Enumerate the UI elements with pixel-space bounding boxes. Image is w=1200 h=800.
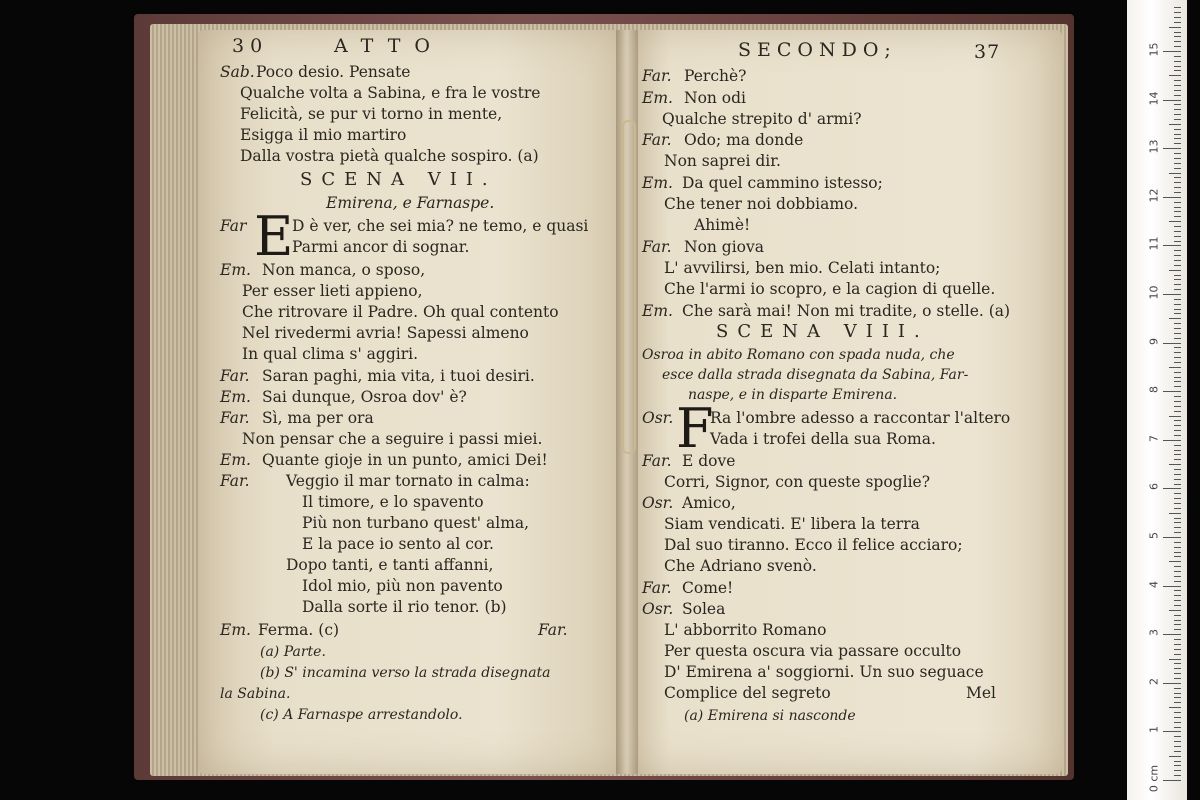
verse-line: In qual clima s' aggiri.	[242, 345, 419, 363]
ruler-tick	[1174, 7, 1181, 8]
catchword: Mel	[966, 684, 997, 702]
ruler-tick	[1174, 411, 1181, 412]
ruler-label: 2	[1147, 677, 1161, 685]
aria-line: Più non turbano quest' alma,	[302, 514, 530, 532]
ruler-tick	[1174, 503, 1181, 504]
ruler-tick	[1174, 352, 1181, 353]
ruler-tick	[1174, 770, 1181, 771]
verse-line: Come!	[682, 579, 734, 597]
drop-cap: E	[254, 205, 294, 268]
ruler-tick	[1174, 372, 1181, 373]
ruler-label: 11	[1147, 236, 1161, 251]
ruler-tick	[1174, 85, 1181, 86]
ruler-tick	[1174, 168, 1181, 169]
ruler-tick	[1169, 318, 1181, 319]
ruler-tick	[1174, 590, 1181, 591]
ruler-tick	[1174, 158, 1181, 159]
ruler-tick	[1174, 425, 1181, 426]
ruler-tick	[1169, 416, 1181, 417]
ruler-tick	[1174, 624, 1181, 625]
ruler-tick	[1174, 114, 1181, 115]
ruler-tick	[1163, 391, 1181, 392]
ruler-tick	[1174, 70, 1181, 71]
ruler-tick	[1174, 663, 1181, 664]
aria-line: E la pace io sento al cor.	[302, 535, 494, 553]
ruler-tick	[1174, 313, 1181, 314]
ruler-tick	[1174, 552, 1181, 553]
verse-line: D è ver, che sei mia? ne temo, e quasi	[292, 217, 589, 235]
ruler-tick	[1174, 338, 1181, 339]
ruler-tick	[1174, 639, 1181, 640]
right-page-number: 37	[974, 41, 1001, 63]
ruler-tick	[1174, 260, 1181, 261]
ruler-label: 15	[1147, 42, 1161, 57]
ruler-tick	[1174, 95, 1181, 96]
ruler-tick	[1174, 109, 1181, 110]
ruler-tick	[1174, 143, 1181, 144]
ruler-tick	[1174, 211, 1181, 212]
ruler-tick	[1174, 693, 1181, 694]
verse-line: Solea	[682, 600, 726, 618]
speaker-tag: Far.	[642, 579, 672, 597]
ruler-tick	[1163, 51, 1181, 52]
ruler-tick	[1174, 182, 1181, 183]
ruler-tick	[1174, 323, 1181, 324]
verse-line: Quante gioje in un punto, amici Dei!	[262, 451, 548, 469]
ruler-tick	[1174, 17, 1181, 18]
ruler-tick	[1169, 124, 1181, 125]
ruler-tick	[1174, 265, 1181, 266]
ruler-tick	[1174, 406, 1181, 407]
ruler-label: 0 cm	[1147, 764, 1161, 793]
scale-ruler	[1127, 0, 1187, 800]
ruler-tick	[1174, 751, 1181, 752]
ruler-tick	[1169, 464, 1181, 465]
ruler-tick	[1174, 479, 1181, 480]
ruler-tick	[1163, 343, 1181, 344]
ruler-tick	[1174, 527, 1181, 528]
speaker-tag: Em.	[642, 89, 673, 107]
ruler-tick	[1174, 668, 1181, 669]
ruler-tick	[1174, 649, 1181, 650]
ruler-tick	[1169, 756, 1181, 757]
verse-line: E dove	[682, 452, 736, 470]
ruler-tick	[1174, 357, 1181, 358]
ruler-tick	[1174, 469, 1181, 470]
ruler-label: 9	[1147, 337, 1161, 345]
ruler-label: 14	[1147, 91, 1161, 106]
ruler-tick	[1174, 697, 1181, 698]
ruler-tick	[1174, 620, 1181, 621]
left-running-head: ATTO	[334, 35, 444, 57]
speaker-tag: Far.	[220, 367, 250, 385]
verse-line: Ferma. (c)	[258, 621, 340, 639]
ruler-tick	[1174, 56, 1181, 57]
stage-direction: naspe, e in disparte Emirena.	[688, 387, 898, 403]
ruler-tick	[1174, 396, 1181, 397]
ruler-tick	[1174, 241, 1181, 242]
ruler-tick	[1169, 75, 1181, 76]
ruler-tick	[1174, 547, 1181, 548]
ruler-tick	[1169, 610, 1181, 611]
ruler-tick	[1163, 780, 1181, 781]
ruler-tick	[1163, 586, 1181, 587]
ruler-tick	[1174, 41, 1181, 42]
verse-line: Felicità, se pur vi torno in mente,	[240, 105, 503, 123]
ruler-tick	[1174, 333, 1181, 334]
verse-line: Non pensar che a seguire i passi miei.	[242, 430, 543, 448]
footnote: la Sabina.	[220, 686, 291, 702]
right-page	[626, 30, 1062, 774]
verse-line: Qualche volta a Sabina, e fra le vostre	[240, 84, 541, 102]
ruler-tick	[1174, 498, 1181, 499]
ruler-tick	[1163, 488, 1181, 489]
ruler-tick	[1174, 255, 1181, 256]
speaker-tag: Far.	[642, 452, 672, 470]
speaker-tag: Em.	[642, 174, 673, 192]
aria-line: Dalla sorte il rio tenor. (b)	[302, 598, 507, 616]
verse-line: Dal suo tiranno. Ecco il felice acciaro;	[664, 536, 963, 554]
verse-line: Odo; ma donde	[684, 131, 804, 149]
footnote: (a) Parte.	[260, 644, 326, 660]
ruler-tick	[1174, 401, 1181, 402]
speaker-tag: Em.	[642, 302, 673, 320]
scene-heading: SCENA VIII.	[716, 321, 929, 342]
left-page	[198, 30, 626, 774]
ruler-tick	[1174, 775, 1181, 776]
ruler-tick	[1174, 736, 1181, 737]
ruler-tick	[1174, 741, 1181, 742]
aria-line: Idol mio, più non pavento	[302, 577, 503, 595]
ruler-tick	[1174, 304, 1181, 305]
ruler-tick	[1174, 717, 1181, 718]
ruler-tick	[1163, 537, 1181, 538]
ruler-tick	[1174, 688, 1181, 689]
ruler-tick	[1169, 27, 1181, 28]
ruler-label: 5	[1147, 532, 1161, 539]
speaker-tag: Osr.	[642, 494, 674, 512]
ruler-tick	[1174, 445, 1181, 446]
verse-line: Non odi	[684, 89, 747, 107]
verse-line: D' Emirena a' soggiorni. Un suo seguace	[664, 663, 984, 681]
ruler-label: 3	[1147, 629, 1161, 637]
verse-line: Che ritrovare il Padre. Oh qual contento	[242, 303, 559, 321]
verse-line: Non saprei dir.	[664, 152, 781, 170]
ruler-tick	[1174, 202, 1181, 203]
speaker-tag: Far.	[642, 238, 672, 256]
verse-line: Non manca, o sposo,	[262, 261, 426, 279]
ruler-tick	[1174, 722, 1181, 723]
verse-line: Perchè?	[684, 67, 747, 85]
verse-line: Che Adriano svenò.	[664, 557, 817, 575]
ruler-tick	[1169, 367, 1181, 368]
verse-line: Esigga il mio martiro	[240, 126, 407, 144]
ruler-tick	[1163, 731, 1181, 732]
ruler-tick	[1163, 100, 1181, 101]
ruler-tick	[1169, 173, 1181, 174]
ruler-tick	[1174, 532, 1181, 533]
ruler-tick	[1174, 571, 1181, 572]
ruler-tick	[1174, 522, 1181, 523]
ruler-label: 6	[1147, 483, 1161, 491]
verse-line: Non giova	[684, 238, 765, 256]
verse-line: Siam vendicati. E' libera la terra	[664, 515, 920, 533]
ruler-tick	[1174, 231, 1181, 232]
footnote: (c) A Farnaspe arrestandolo.	[260, 707, 463, 723]
verse-line: Complice del segreto	[664, 684, 831, 702]
ruler-label: 13	[1147, 139, 1161, 154]
ruler-tick	[1174, 493, 1181, 494]
ruler-tick	[1174, 595, 1181, 596]
ruler-label: 8	[1147, 386, 1161, 394]
ruler-tick	[1174, 216, 1181, 217]
stage-direction: Osroa in abito Romano con spada nuda, che	[642, 347, 955, 363]
ruler-tick	[1174, 207, 1181, 208]
scene-heading: SCENA VII.	[300, 169, 497, 190]
footnote: (b) S' incamina verso la strada disegnata	[260, 665, 551, 681]
verse-line: Da quel cammino istesso;	[682, 174, 883, 192]
ruler-tick	[1174, 32, 1181, 33]
ruler-tick	[1174, 377, 1181, 378]
verse-line: Che l'armi io scopro, e la cagion di quelle.	[664, 280, 996, 298]
ruler-tick	[1174, 508, 1181, 509]
left-page-number: 30	[232, 35, 269, 57]
ruler-label: 7	[1147, 434, 1161, 442]
ruler-tick	[1174, 566, 1181, 567]
ruler-tick	[1174, 556, 1181, 557]
ruler-tick	[1174, 644, 1181, 645]
ruler-tick	[1174, 386, 1181, 387]
ruler-tick	[1163, 294, 1181, 295]
ruler-tick	[1174, 328, 1181, 329]
speaker-tag: Far.	[642, 131, 672, 149]
ruler-tick	[1174, 459, 1181, 460]
ruler-tick	[1174, 163, 1181, 164]
ruler-tick	[1174, 275, 1181, 276]
ruler-tick	[1169, 707, 1181, 708]
speaker-tag: Em.	[220, 261, 251, 279]
catchword: Far.	[538, 621, 568, 639]
ruler-tick	[1174, 673, 1181, 674]
verse-line: Amico,	[682, 494, 736, 512]
ruler-tick	[1174, 279, 1181, 280]
footnote: (a) Emirena si nasconde	[684, 708, 856, 724]
ruler-tick	[1174, 712, 1181, 713]
aria-line: Dopo tanti, e tanti affanni,	[286, 556, 494, 574]
ruler-tick	[1174, 129, 1181, 130]
ruler-label: 12	[1147, 188, 1161, 203]
right-running-head: SECONDO;	[738, 39, 897, 61]
speaker-tag: Far.	[220, 472, 250, 490]
scene-persons: Emirena, e Farnaspe.	[326, 194, 495, 212]
verse-line: Sai dunque, Osroa dov' è?	[262, 388, 467, 406]
verse-line: L' abborrito Romano	[664, 621, 827, 639]
ruler-tick	[1174, 615, 1181, 616]
verse-line: Ra l'ombre adesso a raccontar l'altero	[710, 409, 1011, 427]
ruler-tick	[1174, 362, 1181, 363]
speaker-tag: Em.	[220, 388, 251, 406]
verse-line: Per esser lieti appieno,	[242, 282, 423, 300]
ruler-tick	[1174, 284, 1181, 285]
ruler-tick	[1174, 761, 1181, 762]
ruler-tick	[1174, 518, 1181, 519]
verse-line: Ahimè!	[694, 216, 751, 234]
verse-line: Per questa oscura via passare occulto	[664, 642, 962, 660]
ruler-tick	[1174, 46, 1181, 47]
ruler-tick	[1169, 659, 1181, 660]
ruler-tick	[1174, 454, 1181, 455]
speaker-tag: Em.	[220, 451, 251, 469]
speaker-tag: Osr.	[642, 409, 674, 427]
ruler-tick	[1174, 605, 1181, 606]
ruler-tick	[1174, 192, 1181, 193]
ruler-tick	[1174, 12, 1181, 13]
verse-line: Poco desio. Pensate	[256, 63, 411, 81]
ruler-tick	[1174, 66, 1181, 67]
speaker-tag: Far	[220, 217, 247, 235]
verse-line: Dalla vostra pietà qualche sospiro. (a)	[240, 147, 539, 165]
ruler-tick	[1169, 513, 1181, 514]
ruler-tick	[1174, 309, 1181, 310]
ruler-tick	[1174, 153, 1181, 154]
ruler-label: 1	[1147, 726, 1161, 734]
ruler-tick	[1174, 80, 1181, 81]
ruler-label: 4	[1147, 580, 1161, 588]
verse-line: Saran paghi, mia vita, i tuoi desiri.	[262, 367, 535, 385]
verse-line: Nel rivedermi avria! Sapessi almeno	[242, 324, 529, 342]
ruler-tick	[1174, 187, 1181, 188]
ruler-tick	[1174, 226, 1181, 227]
ruler-tick	[1174, 727, 1181, 728]
ruler-tick	[1174, 629, 1181, 630]
ruler-tick	[1174, 299, 1181, 300]
ruler-tick	[1174, 450, 1181, 451]
ruler-tick	[1174, 474, 1181, 475]
speaker-tag: Em.	[220, 621, 251, 639]
ruler-label: 10	[1147, 285, 1161, 300]
ruler-tick	[1174, 581, 1181, 582]
verse-line: Sì, ma per ora	[262, 409, 374, 427]
drop-cap: F	[676, 397, 714, 460]
ruler-tick	[1174, 576, 1181, 577]
ruler-tick	[1174, 654, 1181, 655]
ruler-tick	[1163, 683, 1181, 684]
binding-thread	[622, 120, 636, 454]
ruler-tick	[1163, 440, 1181, 441]
ruler-tick	[1169, 561, 1181, 562]
ruler-tick	[1174, 347, 1181, 348]
ruler-tick	[1174, 177, 1181, 178]
verse-line: Corri, Signor, con queste spoglie?	[664, 473, 931, 491]
ruler-tick	[1174, 484, 1181, 485]
ruler-tick	[1174, 678, 1181, 679]
ruler-tick	[1174, 61, 1181, 62]
speaker-tag: Far.	[220, 409, 250, 427]
ruler-tick	[1174, 430, 1181, 431]
ruler-tick	[1163, 634, 1181, 635]
ruler-tick	[1174, 435, 1181, 436]
speaker-tag: Sab.	[220, 63, 255, 81]
ruler-tick	[1174, 22, 1181, 23]
ruler-tick	[1169, 221, 1181, 222]
ruler-tick	[1174, 765, 1181, 766]
ruler-tick	[1174, 138, 1181, 139]
ruler-tick	[1174, 289, 1181, 290]
ruler-tick	[1163, 245, 1181, 246]
ruler-tick	[1174, 104, 1181, 105]
verse-line: L' avvilirsi, ben mio. Celati intanto;	[664, 259, 941, 277]
aria-line: Il timore, e lo spavento	[302, 493, 484, 511]
verse-line: Qualche strepito d' armi?	[662, 110, 862, 128]
ruler-tick	[1174, 420, 1181, 421]
ruler-tick	[1169, 270, 1181, 271]
verse-line: Veggio il mar tornato in calma:	[286, 472, 530, 490]
ruler-tick	[1174, 134, 1181, 135]
speaker-tag: Osr.	[642, 600, 674, 618]
ruler-tick	[1174, 250, 1181, 251]
ruler-tick	[1174, 542, 1181, 543]
ruler-tick	[1163, 197, 1181, 198]
ruler-tick	[1174, 381, 1181, 382]
ruler-tick	[1174, 236, 1181, 237]
verse-line: Parmi ancor di sognar.	[292, 238, 470, 256]
ruler-tick	[1174, 702, 1181, 703]
stage-direction: esce dalla strada disegnata da Sabina, Far-	[662, 367, 969, 383]
ruler-tick	[1174, 36, 1181, 37]
ruler-tick	[1174, 119, 1181, 120]
ruler-tick	[1174, 746, 1181, 747]
verse-line: Che tener noi dobbiamo.	[664, 195, 859, 213]
speaker-tag: Far.	[642, 67, 672, 85]
ruler-tick	[1163, 148, 1181, 149]
ruler-tick	[1174, 600, 1181, 601]
ruler-tick	[1174, 90, 1181, 91]
verse-line: Vada i trofei della sua Roma.	[710, 430, 936, 448]
verse-line: Che sarà mai! Non mi tradite, o stelle. (a)	[682, 302, 1011, 320]
